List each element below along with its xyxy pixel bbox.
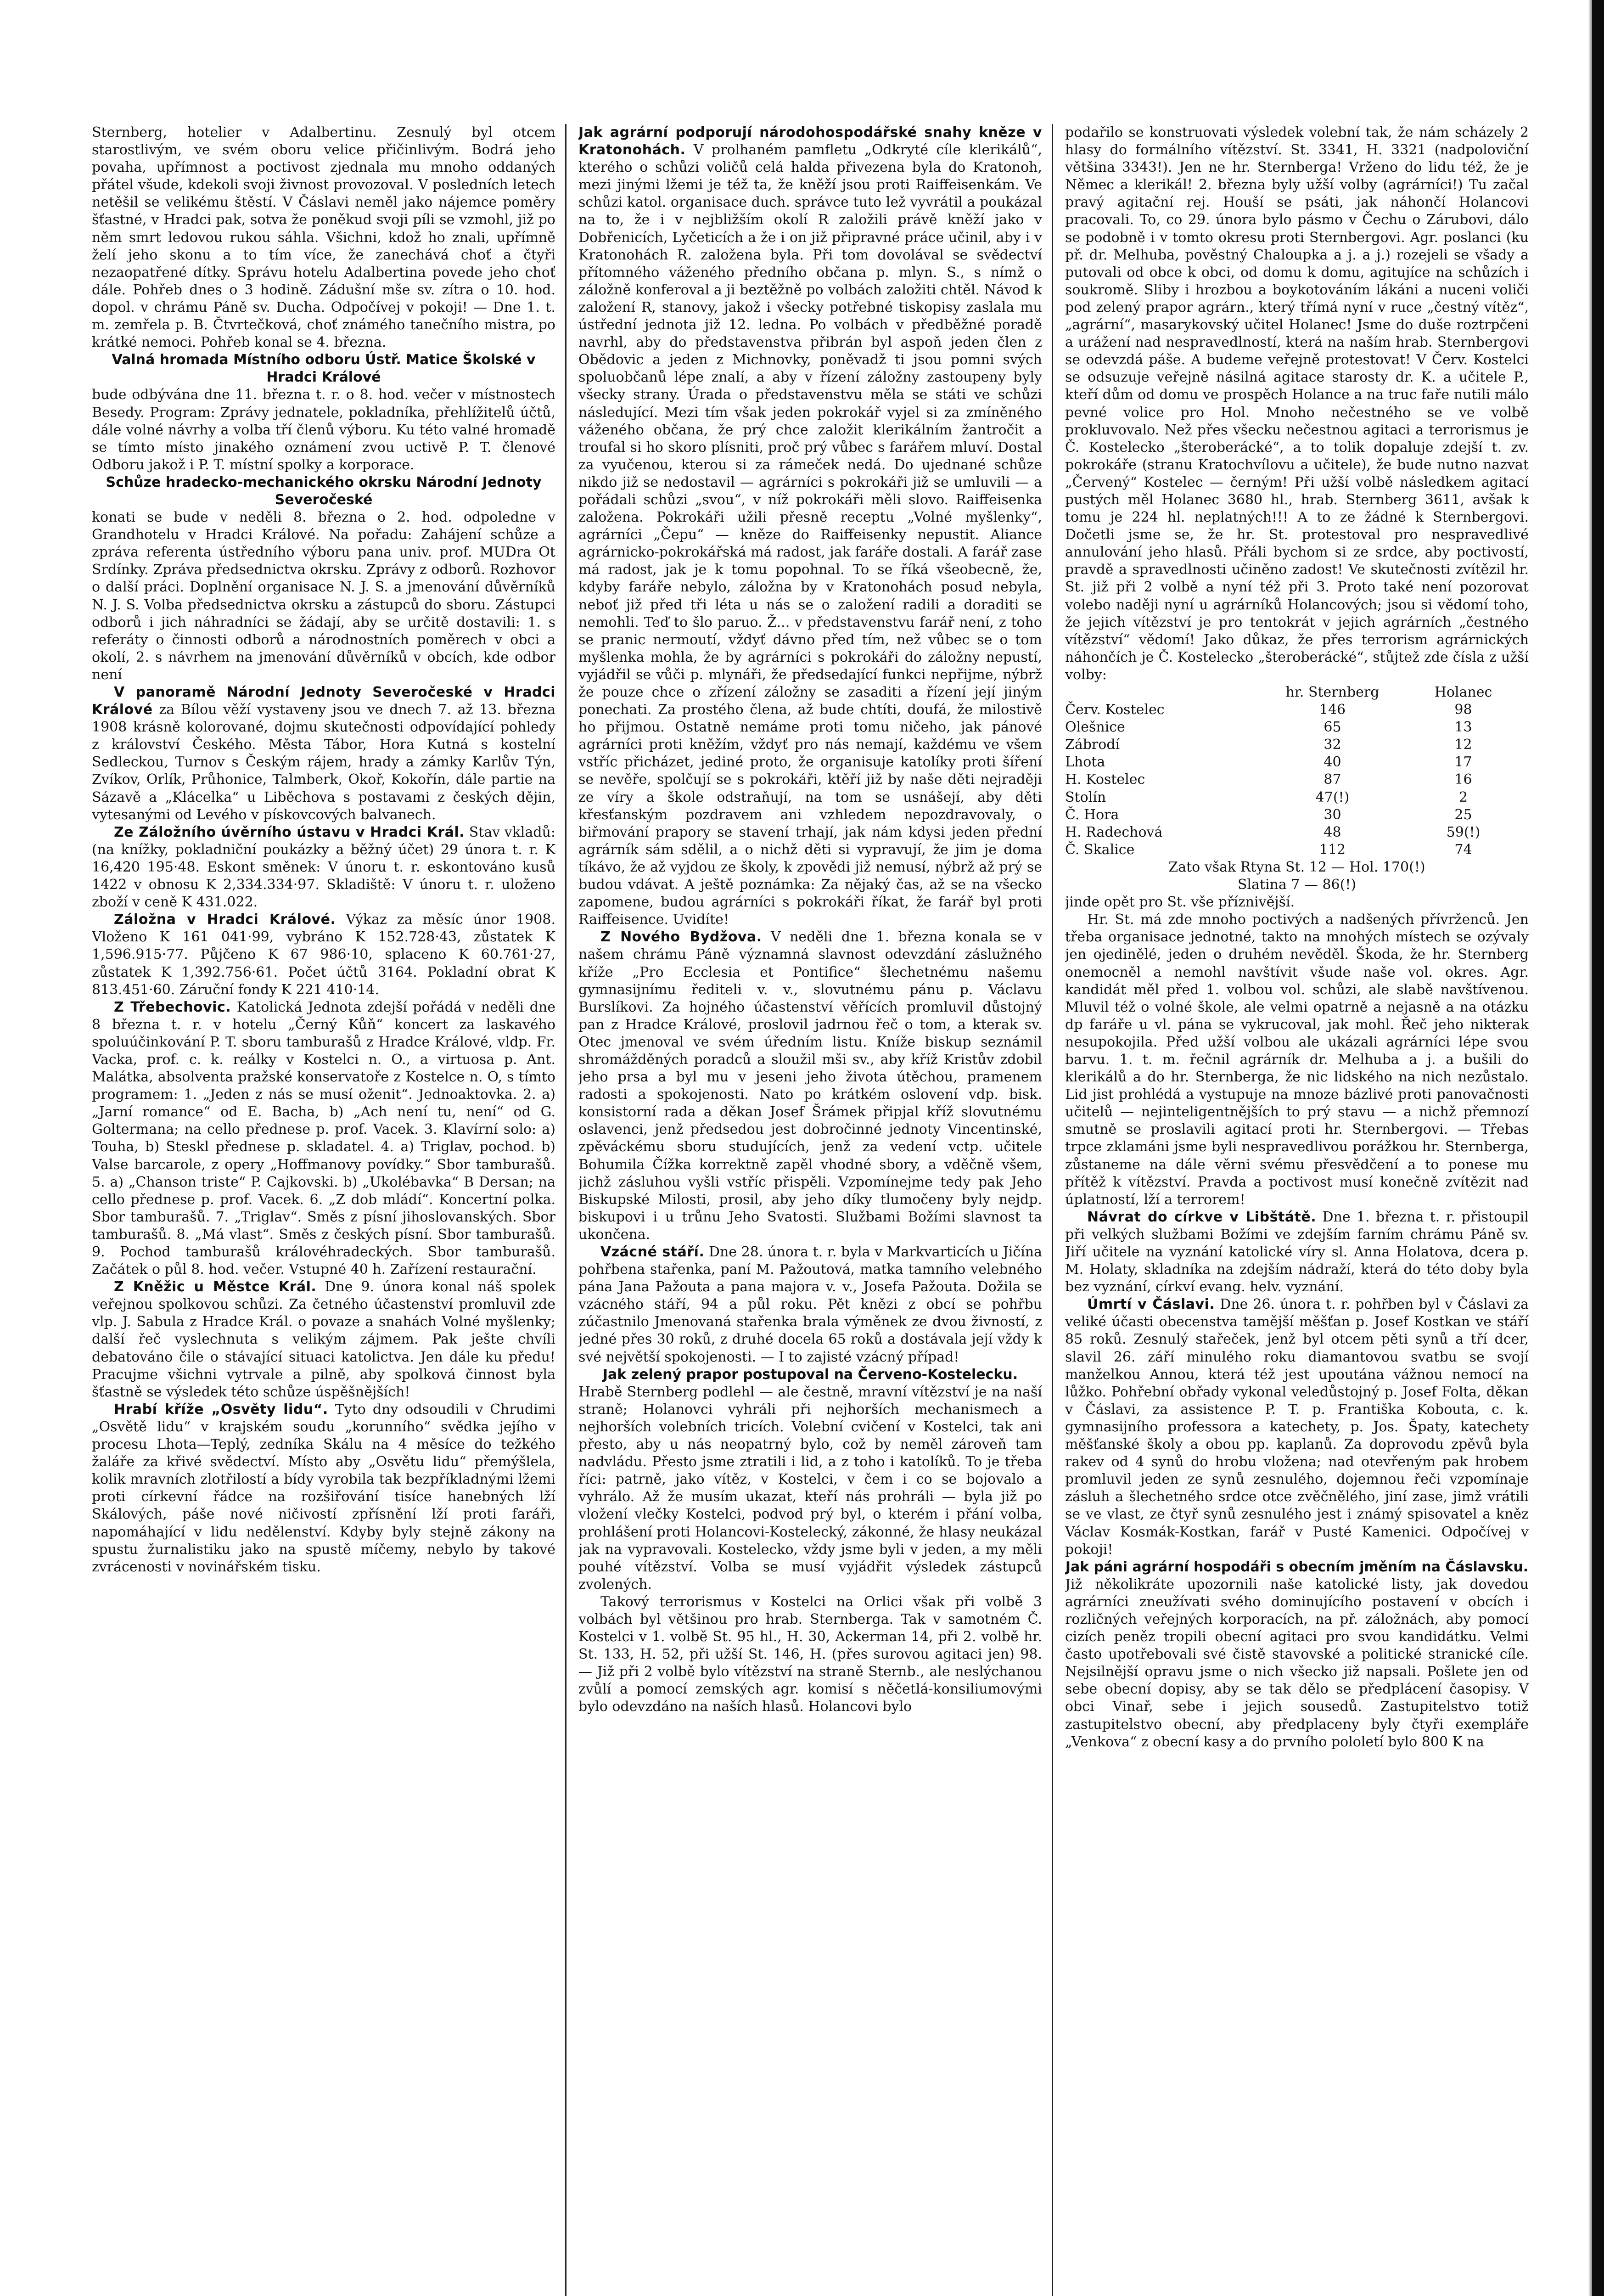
article-paragraph <box>92 684 555 824</box>
votes-holanec: 13 <box>1454 719 1472 736</box>
article-text: Již několikráte upozornili naše katolické listy, jak dovedou agrárníci zneužívati svého dominujícího postavení v obcích i rozličných veřejných korporacích, na př. záložnách, aby pomocí cizích peněz tropili obecní agitaci pro svou kandidátku. Velmi často upotřebovali své čistě stavovské a politické stranické cíle. Nejsilnější opravu jsme o nich všecko již napsali. Pošlete jen od sebe obecní dopisy, aby se tak dělo se předplácení časopisy. V obci Vinař, sebe i jejich sousedů. Zastupitelstvo totiž zastupitelstvo obecní, aby předplaceny byly čtyři exempláře „Venkova“ z obecní kasy a do prvního pololetí bylo 800 K na <box>1065 1576 1529 1750</box>
votes-header-sternberg: hr. Sternberg <box>1285 684 1380 700</box>
votes-row <box>1065 841 1529 859</box>
votes-sternberg: 48 <box>1324 824 1341 840</box>
newspaper-page <box>92 124 1561 2296</box>
scan-edge-shade <box>1588 0 1592 2296</box>
article-lead: Z Nového Bydžova. <box>600 929 762 945</box>
votes-place: Lhota <box>1065 754 1105 771</box>
votes-sternberg: 112 <box>1319 841 1346 858</box>
votes-row <box>1065 824 1529 841</box>
article-lead: Z Třebechovic. <box>114 999 231 1015</box>
article-text: Dne 26. února t. r. pohřben byl v Čáslavi za veliké účasti obecenstva tamější měšťan p. Josef Kostkan ve stáří 85 roků. Zesnulý stařeček, jenž byl otcem pěti synů a tří dcer, slavil 26. září minulého roku diamantovou svatbu se svojí manželkou Annou, která též jest upoutána vážnou nemocí na lůžko. Pohřební obřady vykonal veledůstojný p. Josef Folta, děkan v Čáslavi, za assistence P. T. p. Františka Kobouta, c. k. gymnasijního professora a katechety, p. Jos. Špaty, katechety měšťanské školy a obou pp. kaplanů. Za doprovodu zpěvů byla rakev od 4 synů do hrobu vložena; nad otevřeným pak hrobem promluvil jeden ze synů zesnulého, dojemnou řeči vzpomínaje zásluh a šlechetného srdce otce zvěčnělého, jiní zase, jimž vrátili se ve vlast, ze čtyř synů zesnulého jest i známý spisovatel a kněz Václav Kosmák-Kostkan, farář v Pusté Kamenici. Odpočívej v pokoji! <box>1065 1296 1529 1558</box>
article-lead: V panoramě Národní Jednoty Severočeské v Hradci Králové <box>92 684 555 718</box>
article-lead: Jak agrární podporují národohospodářské snahy kněze v Kratonohách. <box>578 124 1042 158</box>
article-paragraph <box>1065 894 1529 911</box>
votes-holanec: 12 <box>1454 737 1472 753</box>
votes-total-slatina: Slatina 7 — 86(!) <box>1237 877 1357 893</box>
article-paragraph <box>92 911 555 998</box>
column-3 <box>1065 124 1529 2296</box>
column-2 <box>578 124 1042 2296</box>
article-paragraph <box>578 1384 1042 1593</box>
article-paragraph <box>92 999 555 1279</box>
votes-header-row <box>1065 684 1529 701</box>
article-lead: Návrat do církve v Libštátě. <box>1087 1209 1317 1225</box>
article-heading: Valná hromada Místního odboru Ústř. Matice Školské v Hradci Králové <box>112 352 536 386</box>
votes-place: Stolín <box>1065 789 1106 805</box>
article-text: konati se bude v neděli 8. března o 2. hod. odpoledne v Grandhotelu v Hradci Králové. Na pořadu: Zahájení schůze a zpráva referenta ústředního výboru pana univ. prof. MUDra Ot Srdínky. Zpráva předsednictva okrsku. Zprávy z odborů. Rozhovor o další práci. Doplnění organisace N. J. S. a jmenování důvěrníků N. J. S. Volba předsednictva okrsku a zástupců do sboru. Zástupci odborů i jich náhradníci se žádají, aby se určitě dostavili: 1. s referáty o činnosti odborů a národnostních poměrech v obci a okolí, 2. s návrhem na jmenování důvěrníků v obcích, kde odbor není <box>92 509 555 683</box>
votes-row <box>1065 771 1529 788</box>
votes-holanec: 59(!) <box>1446 824 1481 840</box>
article-text: Hr. St. má zde mnoho poctivých a nadšených přívrženců. Jen třeba organisace jednotné, takto na mnohých místech se ozývaly jen ojedinělé, jeden o druhém nevěděl. Škoda, že hr. Sternberg onemocněl a nemohl navštívit všude naše vol. okres. Agr. kandidát měl před 1. volbou vol. schůzi, ale slabě navštívenou. Mluvil též o volné škole, ale velmi opatrně a nejasně a na otázku dp faráře u vl. pána se vykrucoval, jak mohl. Řeč jeho nikterak nesupokojila. Před užší volbou ale ukázali agrárníci lépe svou barvu. 1. t. m. řečnil agrárník dr. Melhuba a j. a bušili do klerikálů a do hr. Sternberga, že nic lidského na nich nezůstalo. Lid jist prohlédá a vystupuje na mnoze bázlivé proti panovačnosti učitelů — nejinteligentnějších to prý stavu — a nichž přemnozí smutně se proslavili agitací proti hr. Sternbergovi. — Třebas trpce zklamáni jsme byli nespravedlivou porážkou hr. Sternberga, zůstaneme na dále věrni svému přesvědčení a to ponese mu přítěž k vítězství. Pravda a poctivost musí konečně zvítězit nad úplatností, lží a terrorem! <box>1065 912 1529 1208</box>
article-lead: Záložna v Hradci Králové. <box>114 912 336 928</box>
column-1 <box>92 124 555 2296</box>
article-text: Dne 9. února konal náš spolek veřejnou spolkovou schůzi. Za četného účastenství promluvil zde vlp. J. Sabula z Hradce Král. o povaze a snahách Volné myšlenky; další řeč vyslechnuta s velikým zájmem. Pak ješte chvíli debatováno čile o stávající situaci katolictva. Jen dále ku předu! Pracujme všichni vytrvale a pilně, aby spolková činnost byla šťastně se výsledek této schůze úspěšnějších! <box>92 1279 555 1400</box>
votes-place: H. Kostelec <box>1065 771 1145 788</box>
article-text: Dne 28. února t. r. byla v Markvarticích u Jičína pohřbena stařenka, paní M. Pažoutová, matka tamního velebného pána Jana Pažouta a pana majora v. v., Josefa Pažouta. Dožila se vzácného stáří, 94 a půl roku. Pět knězi z obcí se pohřbu zúčastnilo Jmenovaná stařenka brala výměnek ze dvou živností, z jedné přes 30 roků, z druhé docela 65 roků a dostávala její vždy k své největší spokojenosti. — I to zajisté vzácný případ! <box>578 1244 1042 1365</box>
votes-row <box>1065 789 1529 806</box>
article-text: V neděli dne 1. března konala se v našem chrámu Páně významná slavnost odevzdání záslužného kříže „Pro Ecclesia et Pontifice“ šlechetnému našemu gymnasijnímu řediteli v. v., slovutnému pánu p. Václavu Burslíkovi. Za hojného účastenství věřících promluvil důstojný pan z Hradce Králové, proslovil jadrnou řeč o tom, a kterak sv. Otec jmenoval ve svém úředním listu. Kníže biskup seznámil shromážděných poradců a sloužil mši sv., aby kříž Kristův zdobil jeho prsa a byl mu v jeseni jeho života útěchou, pramenem radosti a spokojenosti. Nato po krátkém oslovení vdp. bisk. konsistorní rada a děkan Josef Šrámek připjal kříž slovutnému oslavenci, jenž předsedou jest dobročinné jednoty Vincentinské, zpěváckému sboru studujících, jenž za vedení vctp. učitele Bohumila Čížka korrektně zapěl vhodné sbory, a vděčně všem, jichž zásluhou vyšli vstříc přispěli. Vzpomínejme tedy pak Jeho Biskupské Milosti, prosil, aby jeho díky tlumočeny byly nejdp. biskupovi i u trůnu Jeho Svatosti. Službami Božími slavnost ta ukončena. <box>578 929 1042 1243</box>
votes-header-holanec: Holanec <box>1434 684 1492 700</box>
article-paragraph <box>1065 1296 1529 1558</box>
votes-row <box>1065 719 1529 736</box>
votes-place: H. Radechová <box>1065 824 1163 840</box>
article-paragraph <box>92 509 555 684</box>
votes-table <box>1065 684 1529 894</box>
article-text: Takový terrorismus v Kostelci na Orlici však při volbě 3 volbách byl většinou pro hrab. Sternberga. Tak v samotném Č. Kostelci v 1. volbě St. 95 hl., H. 30, Ackerman 14, při 2. volbě hr. St. 133, H. 52, při užší St. 146, H. (přes surovou agitaci jen) 98. — Již při 2 volbě bylo vítězství na straně Sternb., ale neslýchanou zvůlí a pomocí zemských agr. komisí s něčetlá-konsiliumovými bylo odevzdáno na naších hlasů. Holancovi bylo <box>578 1593 1042 1715</box>
votes-holanec: 17 <box>1454 754 1472 771</box>
votes-sternberg: 47(!) <box>1315 789 1350 805</box>
article-text: Tyto dny odsoudili v Chrudimi „Osvětě lidu“ v krajském soudu „korunního“ svědka jejího v procesu Lhota—Teplý, zedníka Skálu na 4 měsíce do težkého žaláře za křivé svědectví. Místo aby „Osvětu lidu“ přemýšlela, kolik mravních zlotřilostí a bídy vyrobila tak bezpříkladnými lžemi proti církevní řádce na rozšiřování tisíce hanebných lží Skálových, páše nové ničivostí zpřísnění lží proti faráři, napomáhající v lidu nedělenství. Kdyby byly stejně zákony na spustu žurnalistiku jako na spustě míčemy, nebylo by takové zvrácenosti v novinářském tisku. <box>92 1401 555 1575</box>
article-paragraph <box>1065 1209 1529 1296</box>
votes-place: Č. Hora <box>1065 806 1119 823</box>
votes-total-row <box>1065 876 1529 894</box>
article-heading: Jak zelený prapor postupoval na Červeno-Kostelecku. <box>602 1366 1018 1383</box>
article-text: Sternberg, hotelier v Adalbertinu. Zesnulý byl otcem starostlivým, ve svém oboru velice přičinlivým. Bodrá jeho povaha, upřímnost a poctivost zjednala mu mnoho oddaných přátel všude, kdekoli svoji živnost provozoval. V posledních letech netěšil se velikému štěstí. V Čáslavi neměl jako nájemce poměry šťastné, v Hradci pak, sotva že poněkud svoji píli se vzmohl, již po něm smrt ledovou rukou sáhla. Všichni, kdož ho znali, upřímně želí jeho skonu a to tím více, že zanechává choť a čtyři nezaopatřené dítky. Správu hotelu Adalbertina povede jeho choť dále. Pohřeb dnes o 3 hodině. Zádušní mše sv. zítra o 10. hod. dopol. v chrámu Páně sv. Ducha. Odpočívej v pokoji! — Dne 1. t. m. zemřela p. B. Čtvrtečková, choť známého tanečního mistra, po krátké nemoci. Pohřeb konal se 4. března. <box>92 124 555 351</box>
votes-place: Č. Skalice <box>1065 841 1135 858</box>
column-divider <box>565 124 566 2296</box>
votes-sternberg: 32 <box>1324 737 1341 753</box>
article-text: Hrabě Sternberg podlehl — ale čestně, mravní vítězství je na naší straně; Holanovci vyhráli při nejhorších mechanismech a nejhorších volebních tricích. Volební cvičení v Kostelci, tak ani přesto, aby u nás neopatrný bylo, což by neměl zároveň tam nadvládu. Přesto jsme ztratili i lid, a z toho i katolíků. To je třeba říci: patrně, jako vítěz, v Kostelci, v čem i co se bojovalo a vyhrálo. Až že musím ukazat, kteří nás prohráli — byla již po vložení vlečky Kostelci, podvod prý byl, o kterém i přání volba, prohlášení proti Holancovi-Kostelecký, zákonné, že hlasy neukázal jak na vypravovali. Kostelecko, vždy jsme byli v jeden, a my měli pouhé vítězství. Volba se musí vyjádřit výsledek zástupců zvolených. <box>578 1384 1042 1593</box>
votes-header-place <box>1065 684 1267 701</box>
article-paragraph <box>1065 124 1529 684</box>
votes-place: Zábrodí <box>1065 737 1120 753</box>
article-paragraph <box>1065 911 1529 1209</box>
votes-row <box>1065 701 1529 719</box>
article-text: Stav vkladů: (na knížky, pokladniční poukázky a běžný účet) 29 února t. r. K 16,420 195·48. Eskont směnek: V únoru t. r. eskontováno kusů 1422 v obnosu K 2,334.334·97. Skladiště: V únoru t. r. uloženo zboží v ceně K 431.022. <box>92 824 555 911</box>
article-paragraph <box>578 124 1042 929</box>
column-divider <box>1052 124 1053 2296</box>
votes-body <box>1065 701 1529 859</box>
article-heading: Schůze hradecko-mechanického okrsku Národní Jednoty Severočeské <box>106 474 542 508</box>
article-heading: Jak páni agrární hospodáři s obecním jměním na Čáslavsku. <box>1065 1559 1529 1575</box>
article-paragraph <box>92 824 555 911</box>
article-paragraph <box>1065 1576 1529 1751</box>
article-text: Katolická Jednota zdejší pořádá v neděli dne 8 března t. r. v hotelu „Černý Kůň“ koncert za laskavého spoluúčinkování P. T. sboru tamburašů z Hradce Králové, vldp. Fr. Vacka, prof. c. k. reálky v Kostelci n. O., a virtuosa p. Ant. Malátka, absolventa pražské konservatoře z Kostelce n. O, s tímto programem: 1. „Jeden z nás se musí oženit“. Jednoaktovka. 2. a) „Jarní romance“ od E. Bacha, b) „Ach není tu, není“ od G. Goltermana; na cello přednese p. prof. Vacek. 3. Klavírní solo: a) Touha, b) Steskl přednese p. skladatel. 4. a) Triglav, pochod. b) Valse barcarole, z opery „Hoffmanovy povídky.“ Sbor tamburašů. 5. a) „Chanson triste“ P. Cajkovski. b) „Ukolébavka“ B Dersan; na cello přednese p. prof. Vacek. 6. „Z dob mládí“. Koncertní polka. Sbor tamburašů. 7. „Triglav“. Směs z písní jihoslovanských. Sbor tamburašů. 8. „Má vlast“. Směs z českých písní. Sbor tamburašů. 9. Pochod tamburašů královéhradeckých. Sbor tamburašů. Začátek o půl 8. hod. večer. Vstupné 40 h. Zařízení restaurační. <box>92 999 555 1278</box>
votes-place: Olešnice <box>1065 719 1125 736</box>
votes-holanec: 74 <box>1454 841 1472 858</box>
votes-sternberg: 30 <box>1324 806 1341 823</box>
votes-sternberg: 146 <box>1319 702 1346 718</box>
article-text: za Bílou věží vystaveny jsou ve dnech 7. až 13. března 1908 krásně kolorované, dojmu skutečnosti odpovídající pohledy z království Českého. Města Tábor, Hora Kutná s kostelní Sedleckou, Turnov s Českým rájem, hrady a zámky Karlův Týn, Zvíkov, Orlík, Průhonice, Talmberk, Okoř, Kokořín, dále partie na Sázavě a „Klácelka“ u Liběchova s postavami z českých dějin, vytesanými od Levého v pískovcových balvanech. <box>92 702 555 823</box>
article-text: jinde opět pro St. vše příznivější. <box>1065 894 1295 911</box>
article-paragraph <box>92 1401 555 1576</box>
article-text: podařilo se konstruovati výsledek volební tak, že nám scházely 2 hlasy do formálního vítězství. St. 3341, H. 3321 (nadpoloviční většina 3343!). Jen ne hr. Sternberga! Vrženo do lidu též, že je Němec a klerikál! 2. března byly užší volby (agrárníci!) Tu začal pravý agitační rej. Houší se psáti, jak náhončí Holancovi pracovali. To, co 29. února bylo pásmo v Čechu o Zárubovi, dálo se podobně i v tomto okresu proti Sternbergovi. Agr. poslanci (ku př. dr. Melhuba, pověstný Chaloupka a j. a j.) rozejeli se všady a putovali od obce k obci, od domu k domu, agitujíce na schůzích i soukromě. Sliby i hrozbou a boykotováním lákáni a nuceni voliči pod zelený prapor agrárn., který třímá nyní v ruce „čestný vítěz“, „agrární“, masarykovský učitel Holanec! Jsme do duše roztrpčeni a urážení nad nespravedlností, která na naším hrab. Sternbergovi se odevzdá páše. A budeme veřejně protestovat! V Červ. Kostelci se odsuzuje veřejně násilná agitace starosty dr. K. a učitele P., kteří dům od domu ve prospěch Holance a na truc faře nutili málo pevné volice pro Hol. Mnoho nečestného se ve volbě prokluvovalo. Než přes všecku nečestnou agitaci a terrorismus je Č. Kostelecko „šteroberácké“, a to tolik dopaluje zdejší t. zv. pokrokáře (stranu Kratochvílovu a učitele), že bude nutno nazvat „Červený“ Kostelec — černým! Při užší volbě následkem agitací pustých měl Holanec 3680 hl., hrab. Sternberg 3611, avšak k tomu je 224 hl. neplatných!!! A to ze žádné k Sternbergovi. Dočetli jsme se, že hr. St. protestoval pro nespravedlivé annulování jeho hlasů. Přáli bychom si ze srdce, aby poctivostí, pravdě a spravedlnosti učiněno zadost! Ve skutečnosti zvítězil hr. St. již při 2 volbě a nyní též při 3. Proto také není pozorovat volebo naději nyní u agrárníků Holancových; jsou si vědomí toho, že jejich vítězství je pro tentokrát v jejich agrárních „čestného vítězství“ vědomí! Jako důkaz, že přes terrorism agrárnických náhončích je Č. Kostelecko „šteroberácké“, stůjtež zde čísla z užší volby: <box>1065 124 1529 683</box>
votes-holanec: 25 <box>1454 806 1472 823</box>
article-paragraph <box>578 1244 1042 1366</box>
votes-holanec: 98 <box>1454 702 1472 718</box>
votes-holanec: 2 <box>1458 789 1468 805</box>
article-lead: Hrabí kříže „Osvěty lidu“. <box>114 1401 328 1418</box>
votes-holanec: 16 <box>1454 771 1472 788</box>
votes-place: Červ. Kostelec <box>1065 702 1165 718</box>
votes-total-rtyna: Zato však Rtyna St. 12 — Hol. 170(!) <box>1168 859 1425 875</box>
article-lead: Z Kněžic u Městce Král. <box>114 1279 317 1295</box>
votes-row <box>1065 806 1529 824</box>
votes-row <box>1065 736 1529 754</box>
column-3-top <box>1065 124 1529 684</box>
article-text: Výkaz za měsíc únor 1908. Vloženo K 161 041·99, vybráno K 152.728·43, zůstatek K 1,596.915·77. Půjčeno K 67 986·10, splaceno K 60.761·27, zůstatek K 1,392.756·61. Počet účtů 3164. Pokladní obrat K 813.451·60. Záruční fondy K 221 410·14. <box>92 912 555 998</box>
article-lead: Vzácné stáří. <box>600 1244 705 1260</box>
votes-sternberg: 65 <box>1324 719 1341 736</box>
votes-sternberg: 87 <box>1324 771 1341 788</box>
article-paragraph <box>92 386 555 473</box>
article-text: bude odbývána dne 11. března t. r. o 8. hod. večer v místnostech Besedy. Program: Zprávy jednatele, pokladníka, přehlížitelů účtů, dále volné návrhy a volba tří členů výboru. Ku této valné hromadě se tímto místo jinakého oznámení zvou uctivě P. T. členové Odboru jakož i P. T. místní spolky a korporace. <box>92 387 555 473</box>
article-lead: Ze Záložního úvěrního ústavu v Hradci Král. <box>114 824 465 840</box>
article-text: V prolhaném pamfletu „Odkryté cíle klerikálů“, kterého o schůzi voličů celá halda přivezena byla do Kratonoh, mezi jinými lžemi je též ta, že kněží jsou proti Raiffeisenkám. Ve schůzi katol. organisace duch. správce tuto lež vyvrátil a poukázal na to, že i v nejbližším okolí R založili právě kněží jako v Dobřenicích, Lyčeticích a že i on již připravné práce učinil, aby i v Kratonohách R. založena byla. Při tom dovolával se svědectví přítomného váženého předního občana p. mlyn. S., s nímž o záložně konferoval a ji beztěžně po volbách založiti chtěl. Návod k založení R, stanovy, jakož i všecky potřebné tiskopisy zaslala mu ústřední jednota již 12. ledna. Po volbách v předběžné poradě navrhl, aby do představenstva přibrán byl aspoň jeden člen z Obědovic a jeden z Michnovky, poněvadž ti jsou pomni svých spoluobčanů lépe znalí, a aby v řízení záložny zastoupeny byly všecky strany. Úrada o představenstvu měla se státi ve schůzi následující. Mezi tím však jeden pokrokář vyjel si za zmíněného váženého občana, že prý chce založit klerikálním žantročit a troufal si ho skoro plísniti, proč prý vůbec s farářem mluví. Dostal za vyučenou, kterou si za rámeček nedá. Do ujednané schůze nikdo již se nedostavil — agrárníci s pokrokáři již se umluvili — a pořádali schůzi „svou“, v níž pokrokáři měli slovo. Raiffeisenka založena. Pokrokáři užili přesně receptu „Volné myšlenky“, agrárníci „Čepu“ — kněze do Raiffeisenky nepustit. Aliance agrárnicko-pokrokářská má radost, jak faráře dostali. A farář zase má radost, jak je k tomu popohnal. To se říká všeobecně, že, kdyby faráře nebylo, záložna by v Kratonohách posud nebyla, neboť již před tři léta u nás se o založení radili a doraditi se nemohli. Teď to šlo paruo. Ž... v představenstvu farář není, z toho se pranic nermoutí, vždyť dávno před tím, než vůbec se o tom myšlenka mohla, že by agrárníci s pokrokáři do záložny nepustí, vyjádřil se vůči p. mlynáři, že předsedající funkci nepřijme, nýbrž že pouze chce o zřízení záložny se zasaditi a řízení její jiným ponechati. Za prostého člena, až bude chtíti, doufá, že milostivě ho přijmou. Ostatně nemáme proti tomu ničeho, jak pánové agrárníci proti kněžím, vždyť pro nás nemají, každému ve všem vstříc přicházet, jediné proto, že organisuje katolíky proti šíření se nevěře, spolčují se s pokrokáři, ktěří již by naše děti nejraději ze víry a škole odstraňují, na tom se usnášejí, aby děti křesťanským pozdravem ani vzhledem nepozdravovaly, o biřmování prapory se stavení trhají, jak nám kdysi jeden přední agrárník sám sdělil, a o nichž děti si vypravují, že jim je doma tíkávo, že až vyjdou ze školy, k zpovědi již nemusí, nýbrž až prý se budou vdávat. A ještě poznámka: Za nějaký čas, až se na všecko zapomene, budou agrárníci s pokrokáři říkat, že farář byl proti Raiffeisence. Uvidíte! <box>578 142 1042 928</box>
scan-edge <box>1592 0 1604 2296</box>
votes-row <box>1065 754 1529 771</box>
votes-total-row <box>1065 859 1529 876</box>
article-paragraph <box>92 1278 555 1401</box>
article-paragraph <box>578 1593 1042 1716</box>
votes-sternberg: 40 <box>1324 754 1341 771</box>
column-3-bottom <box>1065 894 1529 1751</box>
article-paragraph <box>92 124 555 351</box>
article-paragraph <box>578 929 1042 1244</box>
article-lead: Úmrtí v Čáslavi. <box>1087 1296 1215 1313</box>
article-text: Dne 1. března t. r. přistoupil při velkých službami Božími ve zdejším farním chrámu Páně sv. Jiří učitele na vyznání katolické víry sl. Anna Holatova, dcera p. M. Holaty, skladníka na zdejším nádraží, která do této doby byla bez vyznání, církví evang. helv. vyznání. <box>1065 1209 1529 1295</box>
